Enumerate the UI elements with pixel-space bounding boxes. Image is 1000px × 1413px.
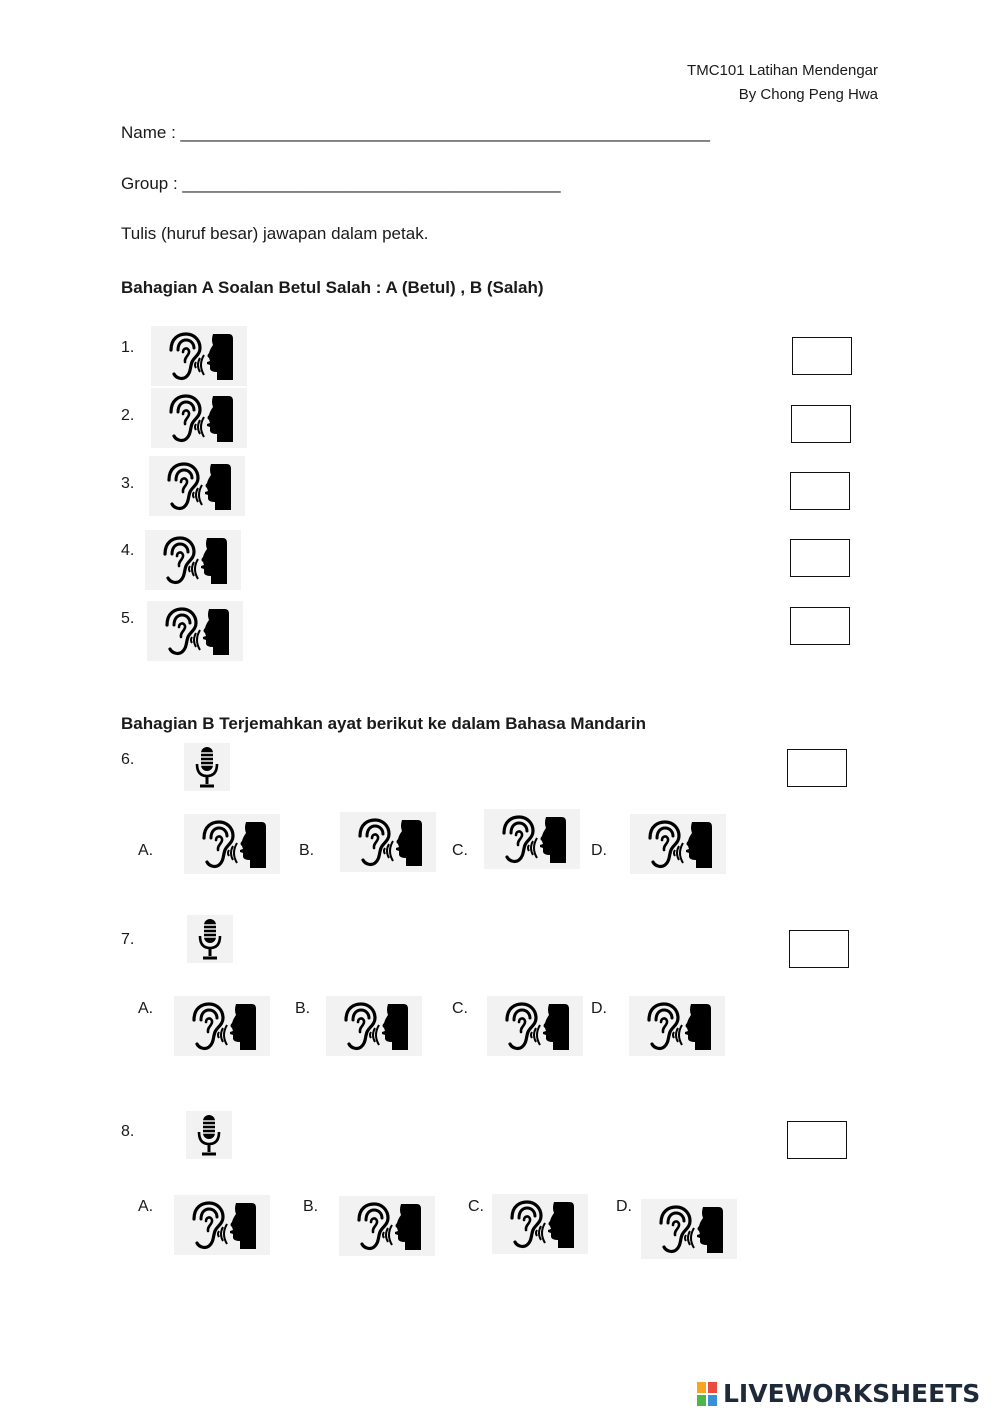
question-number: 3. [121, 475, 135, 492]
option-label: A. [138, 1198, 154, 1215]
record-button-q6[interactable] [184, 743, 230, 791]
option-label: D. [591, 842, 607, 859]
option-label: A. [138, 842, 154, 859]
answer-box-q6[interactable] [787, 749, 847, 787]
listen-button-q6-c[interactable] [484, 809, 580, 869]
listen-button-q4[interactable] [145, 530, 241, 590]
question-number: 5. [121, 610, 135, 627]
question-number: 2. [121, 407, 135, 424]
author-line: By Chong Peng Hwa [738, 86, 878, 103]
listen-button-q8-c[interactable] [492, 1194, 588, 1254]
option-label: D. [616, 1198, 632, 1215]
option-label: C. [452, 1000, 468, 1017]
question-number: 6. [121, 751, 135, 768]
listen-button-q8-b[interactable] [339, 1196, 435, 1256]
course-title: TMC101 Latihan Mendengar [687, 62, 878, 79]
section-b-title: Bahagian B Terjemahkan ayat berikut ke dalam Bahasa Mandarin [121, 714, 646, 733]
listen-button-q6-a[interactable] [184, 814, 280, 874]
section-a-title: Bahagian A Soalan Betul Salah : A (Betul) , B (Salah) [121, 278, 544, 297]
record-button-q8[interactable] [186, 1111, 232, 1159]
question-number: 1. [121, 339, 135, 356]
liveworksheets-wordmark: LIVEWORKSHEETS [723, 1379, 981, 1408]
group-line: Group : ________________________________________ [121, 174, 561, 193]
option-label: C. [452, 842, 468, 859]
instruction: Tulis (huruf besar) jawapan dalam petak. [121, 224, 429, 243]
listen-button-q6-d[interactable] [630, 814, 726, 874]
option-label: C. [468, 1198, 484, 1215]
question-number: 4. [121, 542, 135, 559]
record-button-q7[interactable] [187, 915, 233, 963]
option-label: B. [295, 1000, 311, 1017]
listen-button-q7-c[interactable] [487, 996, 583, 1056]
answer-box-q5[interactable] [790, 607, 850, 645]
option-label: B. [303, 1198, 319, 1215]
name-line: Name : ________________________________________________________ [121, 123, 710, 142]
option-label: D. [591, 1000, 607, 1017]
listen-button-q7-b[interactable] [326, 996, 422, 1056]
option-label: B. [299, 842, 315, 859]
question-number: 7. [121, 931, 135, 948]
listen-button-q6-b[interactable] [340, 812, 436, 872]
logo-tile [697, 1382, 706, 1393]
listen-button-q7-d[interactable] [629, 996, 725, 1056]
option-label: A. [138, 1000, 154, 1017]
listen-button-q3[interactable] [149, 456, 245, 516]
liveworksheets-mark-icon [697, 1382, 717, 1406]
listen-button-q1[interactable] [151, 326, 247, 386]
answer-box-q3[interactable] [790, 472, 850, 510]
logo-tile [708, 1382, 717, 1393]
logo-tile [697, 1395, 706, 1406]
logo-tile [708, 1395, 717, 1406]
listen-button-q7-a[interactable] [174, 996, 270, 1056]
listen-button-q5[interactable] [147, 601, 243, 661]
answer-box-q8[interactable] [787, 1121, 847, 1159]
answer-box-q2[interactable] [791, 405, 851, 443]
answer-box-q1[interactable] [792, 337, 852, 375]
listen-button-q8-a[interactable] [174, 1195, 270, 1255]
answer-box-q7[interactable] [789, 930, 849, 968]
question-number: 8. [121, 1123, 135, 1140]
listen-button-q2[interactable] [151, 388, 247, 448]
listen-button-q8-d[interactable] [641, 1199, 737, 1259]
answer-box-q4[interactable] [790, 539, 850, 577]
